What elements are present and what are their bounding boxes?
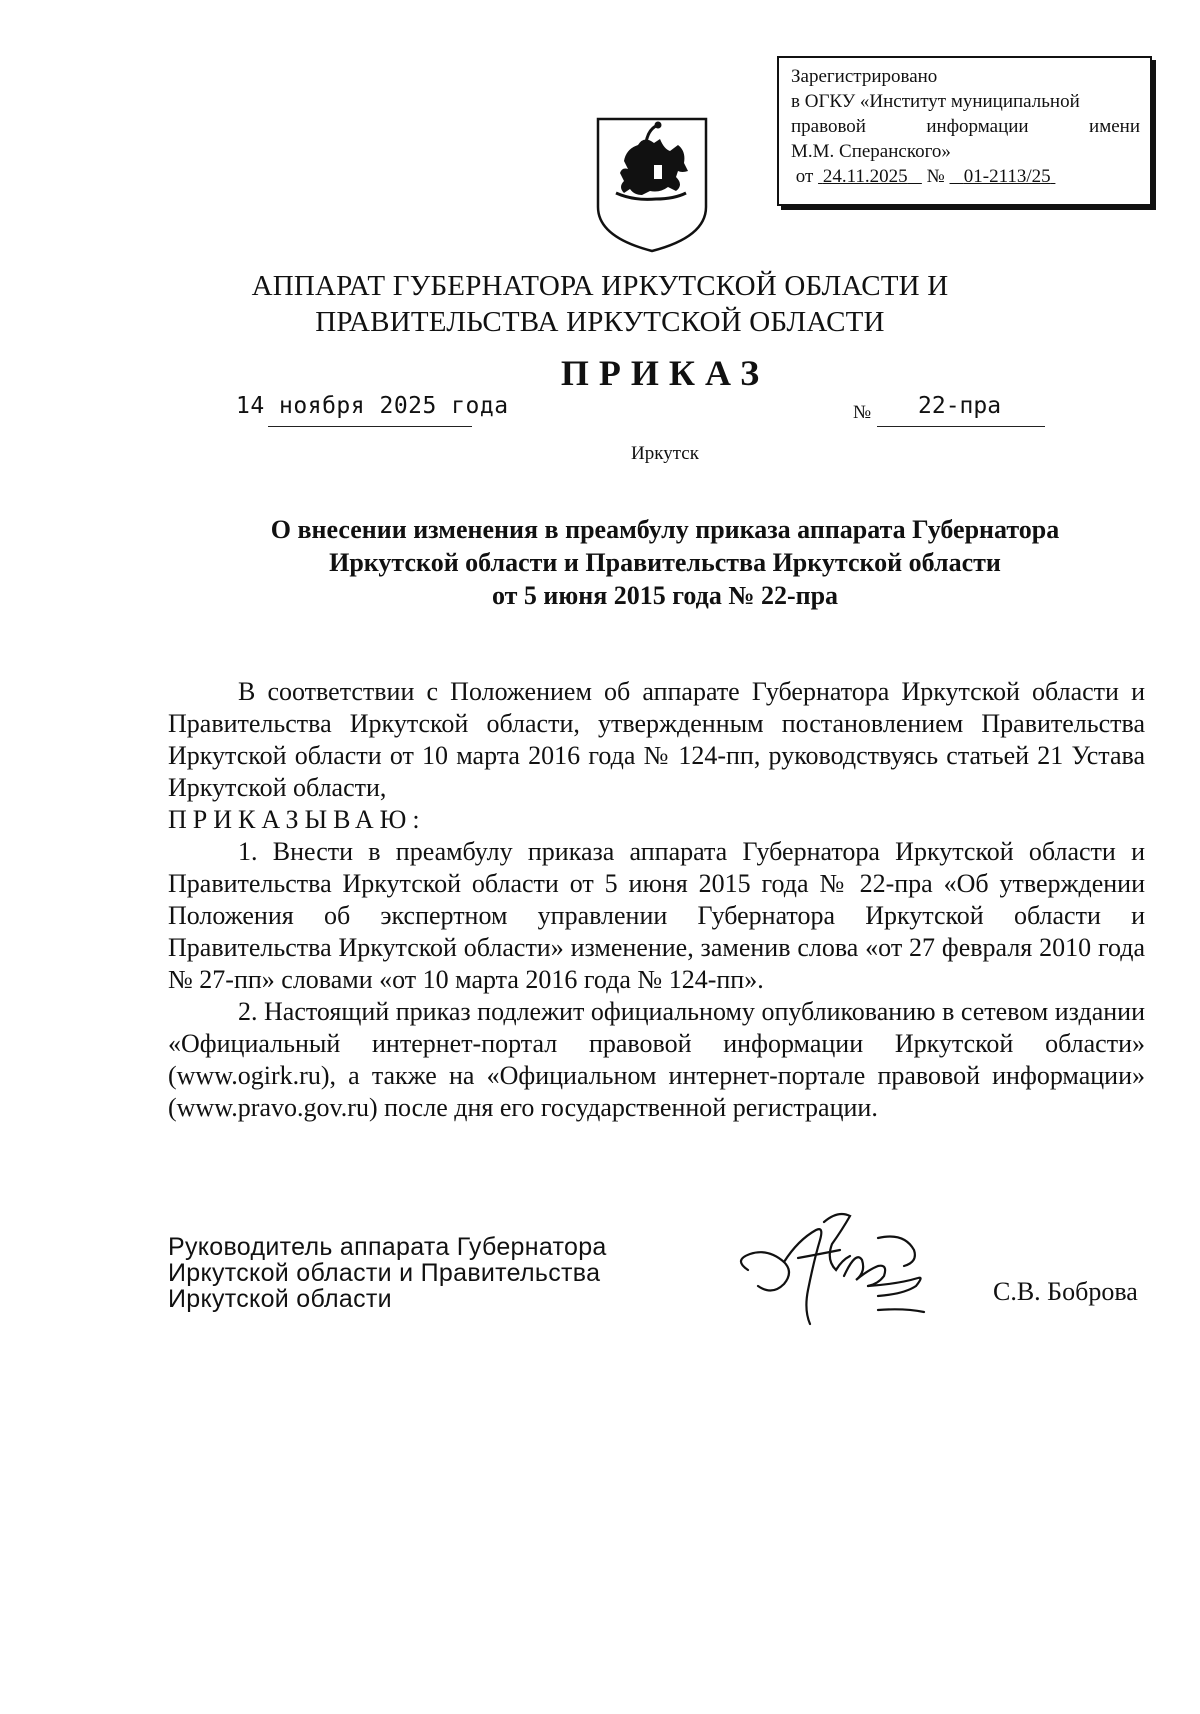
position-line-2: Иркутской области и Правительства	[168, 1259, 601, 1287]
order-word: ПРИКАЗЫВАЮ:	[168, 805, 426, 834]
coat-of-arms-icon	[594, 115, 710, 255]
number-underline	[877, 426, 1045, 427]
stamp-line-4: М.М. Сперанского»	[791, 141, 951, 162]
document-type: ПРИКАЗ	[560, 353, 770, 393]
title-line-2: Иркутской области и Правительства Иркутской области	[329, 548, 1001, 577]
order-item-1: 1. Внести в преамбулу приказа аппарата Губернатора Иркутской области и Правительства Иркутской области от 5 июня 2015 года № 22-пра «Об утверждении Положения об экспертном управлении Губернатора Иркутской области и Правительства Иркутской области» изменение, заменив слова «от 27 февраля 2010 года № 27-пп» словами «от 10 марта 2016 года № 124-пп».	[168, 837, 1145, 994]
document-title	[0, 513, 1200, 612]
stamp-from-label: от	[795, 166, 814, 187]
title-line-1: О внесении изменения в преамбулу приказа аппарата Губернатора	[270, 515, 1060, 544]
order-number: 22-пра	[918, 393, 1002, 419]
position-line-1: Руководитель аппарата Губернатора	[168, 1233, 607, 1261]
signer-name: С.В. Боброва	[993, 1277, 1138, 1306]
stamp-word: имени	[1089, 116, 1140, 137]
organization-name	[0, 268, 1200, 340]
position-line-3: Иркутской области	[168, 1285, 392, 1313]
signer-position	[168, 1234, 607, 1312]
stamp-registration-line	[791, 164, 1140, 189]
order-item-2: 2. Настоящий приказ подлежит официальному опубликованию в сетевом издании «Официальный интернет-портал правовой информации Иркутской области» (www.ogirk.ru), а также на «Официальном интернет-портале правовой информации» (www.pravo.gov.ru) после дня его государственной регистрации.	[168, 997, 1145, 1122]
stamp-line-3	[791, 114, 1140, 139]
organization-line-2: ПРАВИТЕЛЬСТВА ИРКУТСКОЙ ОБЛАСТИ	[315, 306, 885, 338]
registration-stamp	[777, 56, 1152, 206]
stamp-date: 24.11.2025	[822, 166, 908, 187]
stamp-number: 01-2113/25	[963, 166, 1051, 187]
stamp-number-label: №	[926, 166, 945, 187]
stamp-word: информации	[926, 116, 1029, 137]
number-sign: №	[853, 402, 872, 423]
document-body	[168, 676, 1145, 1124]
organization-line-1: АППАРАТ ГУБЕРНАТОРА ИРКУТСКОЙ ОБЛАСТИ И	[251, 270, 949, 302]
date-underline	[268, 426, 472, 427]
stamp-line-1: Зарегистрировано	[791, 66, 938, 87]
handwritten-signature	[728, 1200, 938, 1340]
stamp-word: правовой	[791, 116, 866, 137]
title-line-3: от 5 июня 2015 года № 22-пра	[491, 581, 839, 610]
stamp-line-2: в ОГКУ «Институт муниципальной	[791, 91, 1080, 112]
preamble-paragraph: В соответствии с Положением об аппарате Губернатора Иркутской области и Правительства Иркутской области, утвержденным постановлением Правительства Иркутской области от 10 марта 2016 года № 124-пп, руководствуясь статьей 21 Устава Иркутской области,	[168, 677, 1145, 802]
city-name: Иркутск	[631, 443, 699, 464]
order-date: 14 ноября 2025 года	[236, 393, 509, 419]
